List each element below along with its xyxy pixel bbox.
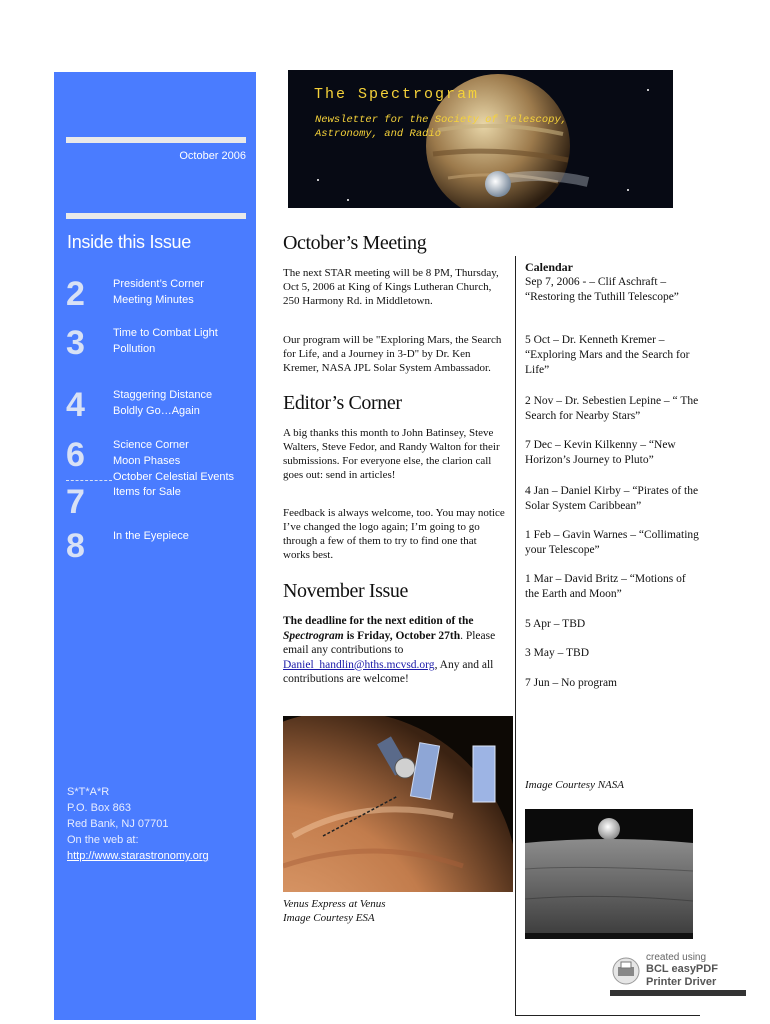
- printer-icon: [610, 956, 642, 986]
- masthead-banner: [288, 70, 673, 208]
- badge-caption: created using: [646, 952, 707, 963]
- pdf-creator-badge[interactable]: [608, 950, 746, 998]
- meeting-program-paragraph: Our program will be "Exploring Mars, the Search for Life, and a Journey in 3-D" by Dr. Ken Kremer, NASA JPL Solar System Ambassador.: [283, 334, 502, 374]
- toc-entry[interactable]: [54, 325, 256, 385]
- website-link[interactable]: http://www.starastronomy.org: [67, 850, 209, 862]
- issue-date: October 2006: [179, 150, 246, 162]
- venus-caption-credit: Image Courtesy ESA: [283, 912, 375, 924]
- toc-item: In the Eyepiece: [113, 530, 189, 542]
- toc-page-number: 7: [66, 483, 85, 521]
- venus-express-image: [283, 716, 513, 892]
- calendar-item: 7 Jun – No program: [525, 677, 617, 689]
- newsletter-title: The Spectrogram: [314, 86, 480, 103]
- toc-entry[interactable]: [54, 528, 256, 588]
- calendar-box: [515, 256, 700, 1016]
- mailing-address: [67, 784, 209, 864]
- address-line: S*T*A*R: [67, 786, 110, 798]
- toc-item: Pollution: [113, 343, 156, 355]
- toc-item: Boldly Go…Again: [113, 405, 200, 417]
- venus-caption: [283, 897, 386, 925]
- toc-item: October Celestial Events: [113, 471, 235, 483]
- badge-product-type: Printer Driver: [646, 976, 717, 988]
- toc-item: Time to Combat Light: [113, 327, 218, 339]
- calendar-item: 4 Jan – Daniel Kirby – “Pirates of the Solar System Caribbean”: [525, 485, 699, 512]
- nasa-image-caption: Image Courtesy NASA: [525, 779, 624, 791]
- calendar-item: Sep 7, 2006 - – Clif Aschraft – “Restoring the Tuthill Telescope”: [525, 276, 679, 303]
- calendar-item: 1 Mar – David Britz – “Motions of the Earth and Moon”: [525, 573, 686, 600]
- sidebar-divider: [66, 213, 246, 219]
- deadline-text: The deadline for the next edition of the: [283, 615, 474, 627]
- spectrogram-italic: Spectrogram: [283, 629, 344, 642]
- editor-feedback-paragraph: Feedback is always welcome, too. You may notice I’ve changed the logo again; I’m going to go through a few of them to try to find one that works best.: [283, 507, 505, 561]
- contribution-text-end: , Any and all contributions are welcome!: [283, 658, 494, 685]
- november-paragraph: [283, 614, 505, 687]
- toc-page-number: 8: [66, 527, 85, 565]
- toc-item: Staggering Distance: [113, 389, 213, 401]
- calendar-heading: Calendar: [525, 260, 573, 274]
- editor-paragraph: A big thanks this month to John Batinsey, Steve Walters, Steve Fedor, and Randy Walton for their submissions. For everyone else, the clarion call goes out: send in articles!: [283, 427, 500, 481]
- email-link[interactable]: Daniel_handlin@hths.mcvsd.org: [283, 658, 435, 671]
- contribution-text: . Please email any contributions to: [283, 629, 496, 656]
- venus-artwork: [283, 716, 513, 892]
- venus-caption-line: Venus Express at Venus: [283, 898, 386, 910]
- toc-item: Items for Sale: [113, 486, 181, 498]
- earthrise-artwork: [525, 809, 693, 939]
- editor-heading: Editor’s Corner: [283, 392, 402, 414]
- toc-item: Moon Phases: [113, 455, 181, 467]
- toc-separator: [66, 480, 112, 481]
- calendar-item: 7 Dec – Kevin Kilkenny – “New Horizon’s Journey to Pluto”: [525, 439, 676, 466]
- calendar-item: 5 Oct – Dr. Kenneth Kremer – “Exploring Mars and the Search for Life”: [525, 334, 690, 376]
- sidebar-divider: [66, 137, 246, 143]
- toc-page-number: 6: [66, 436, 85, 474]
- calendar-item: 5 Apr – TBD: [525, 618, 586, 630]
- toc-item: Science Corner: [113, 439, 189, 451]
- toc-page-number: 3: [66, 324, 85, 362]
- comet-graphic: [485, 171, 511, 197]
- november-heading: November Issue: [283, 580, 408, 602]
- inside-issue-heading: Inside this Issue: [67, 232, 191, 252]
- deadline-date: is Friday, October 27th: [343, 629, 461, 642]
- toc-page-number: 4: [66, 386, 85, 424]
- sidebar: [54, 72, 256, 1020]
- address-line: P.O. Box 863: [67, 802, 132, 814]
- toc-item: Meeting Minutes: [113, 294, 194, 306]
- calendar-item: 2 Nov – Dr. Sebestien Lepine – “ The Search for Nearby Stars”: [525, 395, 699, 422]
- toc-item: President’s Corner: [113, 278, 204, 290]
- calendar-item: 1 Feb – Gavin Warnes – “Collimating your Telescope”: [525, 529, 699, 556]
- badge-strip: [610, 990, 746, 996]
- badge-product: BCL easyPDF: [646, 963, 718, 975]
- calendar-item: 3 May – TBD: [525, 647, 589, 659]
- earthrise-photo: [525, 809, 693, 939]
- toc-page-number: 2: [66, 275, 85, 313]
- address-line: Red Bank, NJ 07701: [67, 818, 169, 830]
- meeting-paragraph: The next STAR meeting will be 8 PM, Thursday, Oct 5, 2006 at King of Kings Lutheran Church, 250 Harmony Rd. in Middletown.: [283, 267, 499, 307]
- meeting-heading: October’s Meeting: [283, 232, 427, 254]
- newsletter-subtitle: Newsletter for the Society of Telescopy, Astronomy, and Radio: [315, 114, 568, 140]
- address-line: On the web at:: [67, 834, 139, 846]
